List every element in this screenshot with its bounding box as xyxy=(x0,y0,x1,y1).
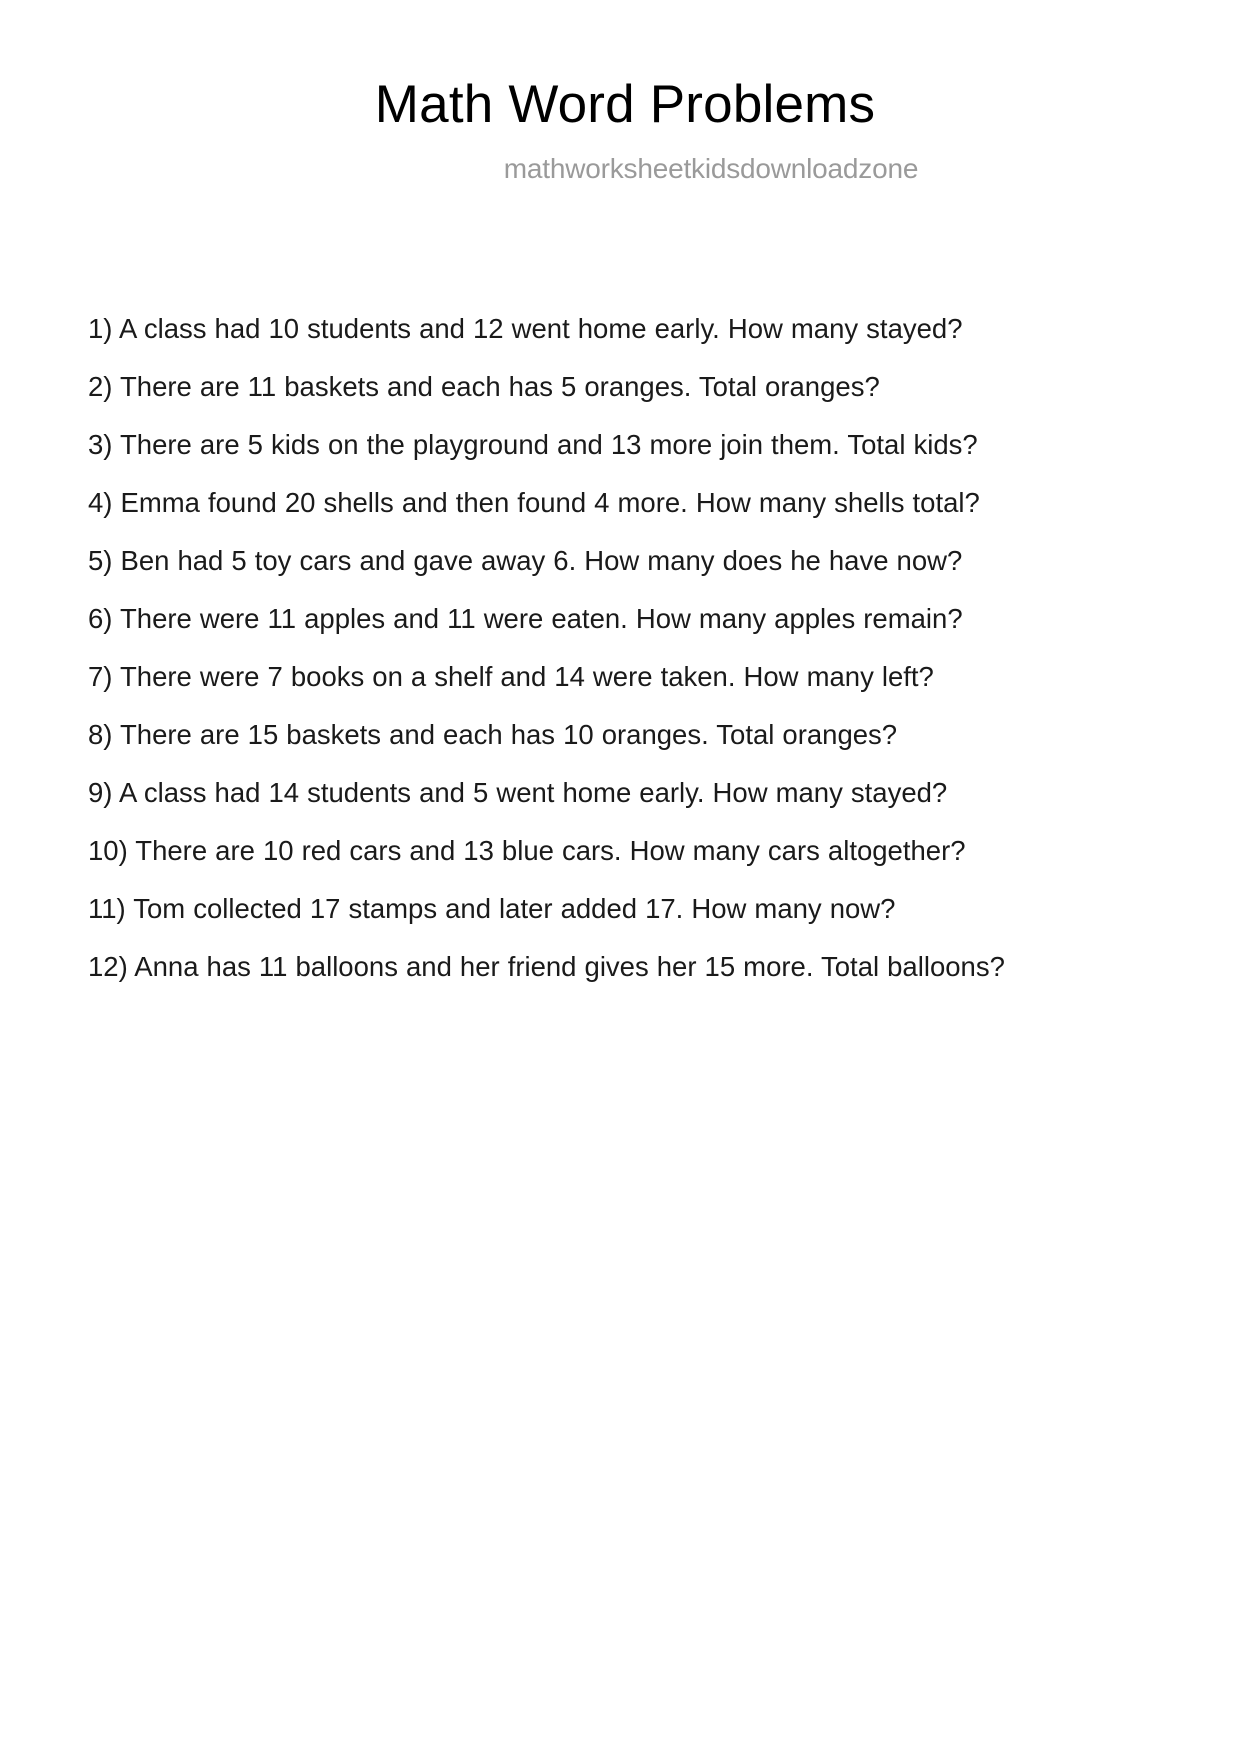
page-subtitle: mathworksheetkidsdownloadzone xyxy=(503,153,919,185)
worksheet-header xyxy=(0,0,1240,185)
list-item: 5) Ben had 5 toy cars and gave away 6. How many does he have now? xyxy=(88,545,963,576)
list-item: 7) There were 7 books on a shelf and 14 were taken. How many left? xyxy=(88,661,934,692)
list-item: 6) There were 11 apples and 11 were eaten. How many apples remain? xyxy=(88,603,963,634)
list-item: 9) A class had 14 students and 5 went home early. How many stayed? xyxy=(88,777,948,808)
list-item: 11) Tom collected 17 stamps and later added 17. How many now? xyxy=(88,893,896,924)
page-title: Math Word Problems xyxy=(374,75,876,134)
list-item: 1) A class had 10 students and 12 went home early. How many stayed? xyxy=(88,313,963,344)
list-item: 12) Anna has 11 balloons and her friend gives her 15 more. Total balloons? xyxy=(88,951,1005,982)
list-item: 2) There are 11 baskets and each has 5 oranges. Total oranges? xyxy=(88,371,880,402)
list-item: 8) There are 15 baskets and each has 10 oranges. Total oranges? xyxy=(88,719,898,750)
list-item: 4) Emma found 20 shells and then found 4 more. How many shells total? xyxy=(88,487,980,518)
problem-list xyxy=(88,310,1026,985)
list-item: 3) There are 5 kids on the playground and 13 more join them. Total kids? xyxy=(88,429,978,460)
list-item: 10) There are 10 red cars and 13 blue cars. How many cars altogether? xyxy=(88,835,966,866)
